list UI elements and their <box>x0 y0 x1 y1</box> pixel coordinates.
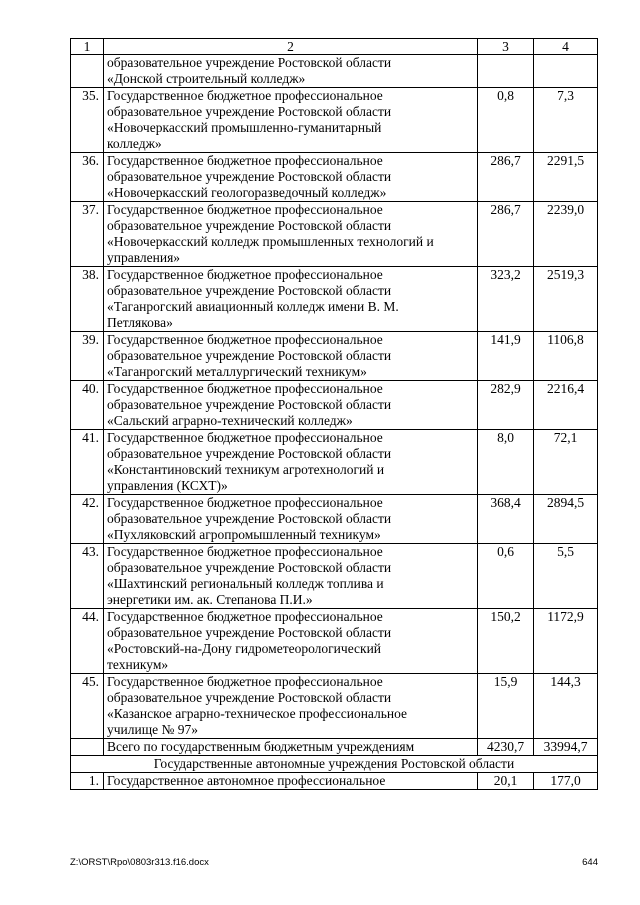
row-col3-value: 15,9 <box>478 674 534 739</box>
row-number: 35. <box>71 88 104 153</box>
header-col-1: 1 <box>71 39 104 55</box>
row-col4-value: 2519,3 <box>534 267 598 332</box>
section-title: Государственные автономные учреждения Ростовской области <box>71 756 598 773</box>
total-col3-value: 4230,7 <box>478 739 534 756</box>
row-institution-name: Государственное бюджетное профессиональное образовательное учреждение Ростовской области «Сальский аграрно-технический колледж» <box>104 381 478 430</box>
header-col-3: 3 <box>478 39 534 55</box>
table-row <box>71 153 598 202</box>
row-col4-value: 7,3 <box>534 88 598 153</box>
row-col4-value: 2894,5 <box>534 495 598 544</box>
row-col4-value: 1106,8 <box>534 332 598 381</box>
row-col3-value: 368,4 <box>478 495 534 544</box>
table-row <box>71 544 598 609</box>
table-row <box>71 495 598 544</box>
row-col3-value: 286,7 <box>478 202 534 267</box>
row-number: 40. <box>71 381 104 430</box>
continuation-num <box>71 55 104 88</box>
header-col-4: 4 <box>534 39 598 55</box>
footer-page-number: 644 <box>582 857 598 868</box>
row-institution-name: Государственное бюджетное профессиональное образовательное учреждение Ростовской области «Шахтинский региональный колледж топлива и энергетики им. ак. Степанова П.И.» <box>104 544 478 609</box>
row-col4-value: 72,1 <box>534 430 598 495</box>
table-row <box>71 202 598 267</box>
row-number: 39. <box>71 332 104 381</box>
row-institution-name: Государственное бюджетное профессиональное образовательное учреждение Ростовской области «Константиновский техникум агротехнологий и управления (КСХТ)» <box>104 430 478 495</box>
row-col3-value: 8,0 <box>478 430 534 495</box>
table-row <box>71 773 598 790</box>
row-col4-value: 2239,0 <box>534 202 598 267</box>
row-col3-value: 0,6 <box>478 544 534 609</box>
row-col4-value: 1172,9 <box>534 609 598 674</box>
total-col4-value: 33994,7 <box>534 739 598 756</box>
table-row <box>71 674 598 739</box>
continuation-col3 <box>478 55 534 88</box>
table-row <box>71 267 598 332</box>
total-label: Всего по государственным бюджетным учреждениям <box>104 739 478 756</box>
row-institution-name: Государственное бюджетное профессиональное образовательное учреждение Ростовской области «Новочеркасский колледж промышленных технологий и управления» <box>104 202 478 267</box>
row-col3-value: 20,1 <box>478 773 534 790</box>
continuation-col4 <box>534 55 598 88</box>
row-number: 43. <box>71 544 104 609</box>
row-institution-name: Государственное автономное профессиональное <box>104 773 478 790</box>
row-institution-name: Государственное бюджетное профессиональное образовательное учреждение Ростовской области «Новочеркасский геологоразведочный колледж» <box>104 153 478 202</box>
total-num <box>71 739 104 756</box>
row-col4-value: 2291,5 <box>534 153 598 202</box>
row-col3-value: 323,2 <box>478 267 534 332</box>
row-institution-name: Государственное бюджетное профессиональное образовательное учреждение Ростовской области «Таганрогский металлургический техникум» <box>104 332 478 381</box>
row-col3-value: 0,8 <box>478 88 534 153</box>
table-row <box>71 332 598 381</box>
row-institution-name: Государственное бюджетное профессиональное образовательное учреждение Ростовской области «Ростовский-на-Дону гидрометеорологический техникум» <box>104 609 478 674</box>
table-row <box>71 381 598 430</box>
row-number: 38. <box>71 267 104 332</box>
row-number: 44. <box>71 609 104 674</box>
row-col4-value: 5,5 <box>534 544 598 609</box>
row-institution-name: Государственное бюджетное профессиональное образовательное учреждение Ростовской области «Таганрогский авиационный колледж имени В. М. Петлякова» <box>104 267 478 332</box>
header-col-2: 2 <box>104 39 478 55</box>
continuation-row <box>71 55 598 88</box>
budget-table <box>70 38 598 790</box>
row-number: 1. <box>71 773 104 790</box>
row-col4-value: 144,3 <box>534 674 598 739</box>
row-institution-name: Государственное бюджетное профессиональное образовательное учреждение Ростовской области «Казанское аграрно-техническое профессиональное училище № 97» <box>104 674 478 739</box>
total-row <box>71 739 598 756</box>
section-row <box>71 756 598 773</box>
row-institution-name: Государственное бюджетное профессиональное образовательное учреждение Ростовской области «Пухляковский агропромышленный техникум» <box>104 495 478 544</box>
table-row <box>71 609 598 674</box>
row-institution-name: Государственное бюджетное профессиональное образовательное учреждение Ростовской области «Новочеркасский промышленно-гуманитарный колледж» <box>104 88 478 153</box>
table-row <box>71 430 598 495</box>
row-number: 37. <box>71 202 104 267</box>
row-number: 42. <box>71 495 104 544</box>
footer-file-path: Z:\ORST\Rpo\0803r313.f16.docx <box>70 857 209 868</box>
row-col3-value: 286,7 <box>478 153 534 202</box>
header-row <box>71 39 598 55</box>
row-col3-value: 141,9 <box>478 332 534 381</box>
row-col3-value: 150,2 <box>478 609 534 674</box>
continuation-text: образовательное учреждение Ростовской области «Донской строительный колледж» <box>104 55 478 88</box>
row-col4-value: 177,0 <box>534 773 598 790</box>
row-number: 41. <box>71 430 104 495</box>
row-number: 45. <box>71 674 104 739</box>
row-number: 36. <box>71 153 104 202</box>
table-row <box>71 88 598 153</box>
row-col4-value: 2216,4 <box>534 381 598 430</box>
row-col3-value: 282,9 <box>478 381 534 430</box>
